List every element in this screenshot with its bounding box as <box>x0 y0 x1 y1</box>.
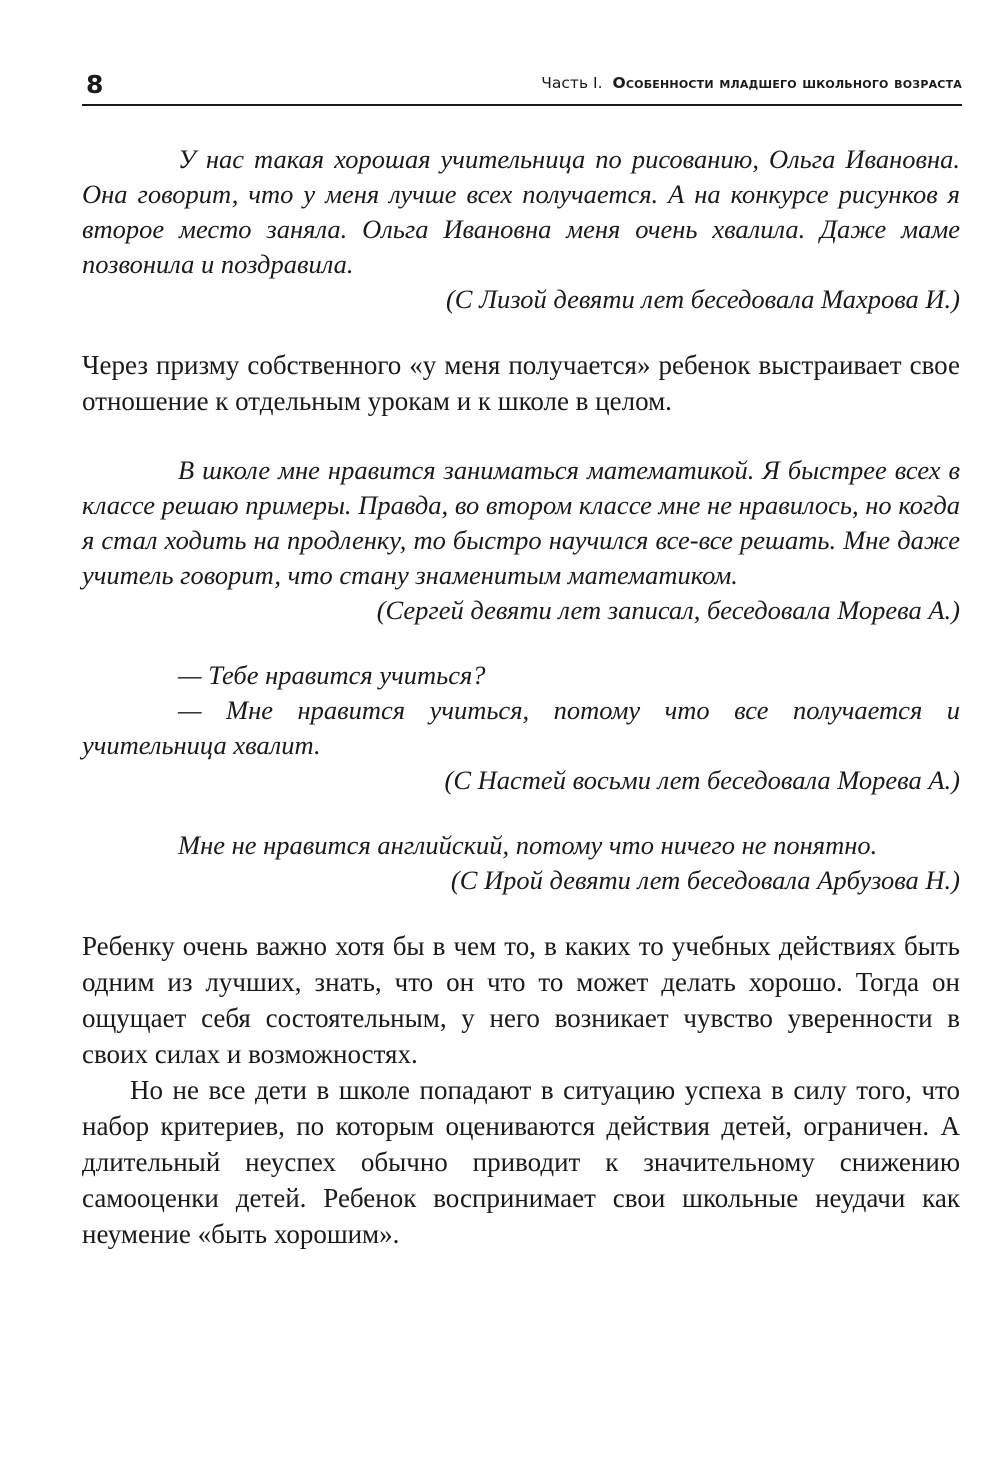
page-header <box>82 62 962 106</box>
paragraph-prism: Через призму собственного «у меня получается» ребенок выстраивает свое отношение к отдельным урокам и к школе в целом. <box>82 350 960 416</box>
page-number: 8 <box>86 70 104 99</box>
attribution-liza: (С Лизой девяти лет беседовала Махрова И.) <box>445 284 960 314</box>
attribution-sergey: (Сергей девяти лет записал, беседовала Морева А.) <box>376 595 960 625</box>
attribution-nastya: (С Настей восьми лет беседовала Морева А.) <box>444 765 960 795</box>
part-label: Часть I. <box>541 74 603 92</box>
chapter-title: Особенности младшего школьного возраста <box>612 74 962 92</box>
page-body <box>82 142 960 1252</box>
quote-liza: У нас такая хорошая учительница по рисованию, Ольга Ивановна. Она говорит, что у меня лучше всех получается. А на конкурсе рисунков я второе место заняла. Ольга Ивановна меня очень хвалила. Даже маме позвонила и поздравила. <box>82 144 960 279</box>
dialog-answer: — Мне нравится учиться, потому что все получается и учительница хвалит. <box>82 695 960 760</box>
running-head <box>541 74 962 92</box>
quote-sergey: В школе мне нравится заниматься математикой. Я быстрее всех в классе решаю примеры. Правда, во втором классе мне не нравилось, но когда я стал ходить на продленку, то быстро научился все-все решать. Мне даже учитель говорит, что стану знаменитым математиком. <box>82 455 960 590</box>
attribution-ira: (С Ирой девяти лет беседовала Арбузова Н.) <box>450 865 960 895</box>
paragraph-importance: Ребенку очень важно хотя бы в чем то, в каких то учебных действиях быть одним из лучших, знать, что он что то может делать хорошо. Тогда он ощущает себя состоятельным, у него возникает чувство уверенности в своих силах и возможностях. <box>82 931 960 1069</box>
paragraph-failure: Но не все дети в школе попадают в ситуацию успеха в силу того, что набор критериев, по которым оцениваются действия детей, ограничен. А длительный неуспех обычно приводит к значительному снижению самооценки детей. Ребенок воспринимает свои школьные неудачи как неумение «быть хорошим». <box>82 1075 960 1249</box>
quote-ira: Мне не нравится английский, потому что ничего не понятно. <box>178 830 878 860</box>
dialog-question: — Тебе нравится учиться? <box>178 660 486 690</box>
